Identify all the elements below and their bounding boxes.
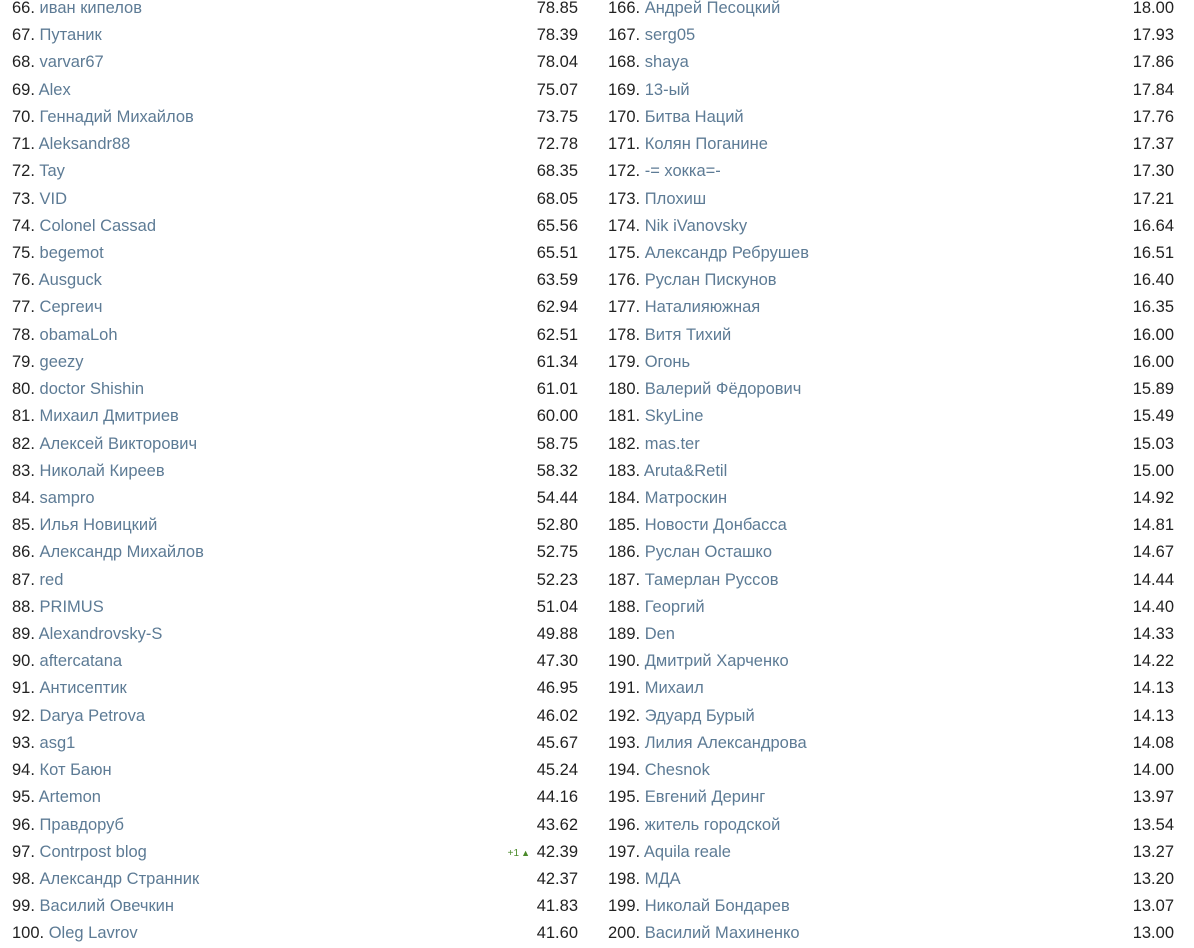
triangle-up-icon: ▲ (521, 847, 530, 858)
score-value: 13.07 (1132, 897, 1174, 916)
ranking-row (12, 866, 578, 893)
ranking-row (608, 240, 1174, 267)
rank-number: 95. (12, 788, 35, 807)
score-value: 14.33 (1132, 625, 1174, 644)
ranking-row (608, 267, 1174, 294)
user-name-link[interactable]: shaya (644, 53, 689, 72)
score-value: 17.84 (1132, 80, 1174, 99)
user-name-link[interactable]: Илья Новицкий (39, 516, 158, 535)
ranking-row (608, 485, 1174, 512)
score-value: 15.89 (1132, 380, 1174, 399)
rank-number: 86. (12, 543, 35, 562)
ranking-row (608, 104, 1174, 131)
user-name-link[interactable]: Путаник (39, 26, 102, 45)
score-value: 14.08 (1132, 733, 1174, 752)
score-value: 14.13 (1132, 679, 1174, 698)
rank-number: 173. (608, 189, 641, 208)
ranking-row (12, 158, 578, 185)
user-name-link[interactable]: varvar67 (39, 53, 104, 72)
ranking-row (608, 131, 1174, 158)
rank-number: 84. (12, 488, 35, 507)
user-name-link[interactable]: Огонь (644, 352, 691, 371)
score-value: 15.49 (1132, 407, 1174, 426)
rank-number: 68. (12, 53, 35, 72)
score-value: 17.86 (1132, 53, 1174, 72)
ranking-row (12, 621, 578, 648)
ranking-row (12, 104, 578, 131)
user-name-link[interactable]: Битва Наций (644, 107, 744, 126)
ranking-row (608, 376, 1174, 403)
rank-number: 93. (12, 733, 35, 752)
ranking-row (608, 349, 1174, 376)
score-value: 18.00 (1132, 0, 1174, 17)
user-name-link[interactable]: Геннадий Михайлов (39, 107, 194, 126)
rank-number: 96. (12, 815, 35, 834)
user-name-link[interactable]: Александр Ребрушев (644, 243, 810, 262)
user-name-link[interactable]: Николай Бондарев (644, 897, 790, 916)
ranking-row (12, 186, 578, 213)
rank-number: 66. (12, 0, 35, 17)
ranking-row (608, 49, 1174, 76)
rank-number: 99. (12, 897, 35, 916)
score-value: 54.44 (536, 488, 578, 507)
score-value: 16.64 (1132, 216, 1174, 235)
ranking-row (12, 812, 578, 839)
rank-number: 170. (608, 107, 641, 126)
user-name-link[interactable]: Darya Petrova (39, 706, 145, 725)
rank-number: 192. (608, 706, 641, 725)
score-value: 47.30 (536, 652, 578, 671)
ranking-row (12, 594, 578, 621)
ranking-row (608, 77, 1174, 104)
ranking-row (608, 186, 1174, 213)
ranking-row (12, 784, 578, 811)
rank-number: 188. (608, 597, 641, 616)
score-value: 46.95 (536, 679, 578, 698)
ranking-row (608, 812, 1174, 839)
user-name-link[interactable]: asg1 (39, 733, 76, 752)
score-value: 78.39 (536, 26, 578, 45)
rank-number: 199. (608, 897, 641, 916)
ranking-row (12, 431, 578, 458)
user-name-link[interactable]: иван кипелов (39, 0, 142, 17)
score-value: 43.62 (536, 815, 578, 834)
user-name-link[interactable]: Aleksandr88 (38, 135, 131, 154)
rank-number: 184. (608, 488, 641, 507)
rank-number: 73. (12, 189, 35, 208)
rank-number: 176. (608, 271, 641, 290)
rank-number: 193. (608, 733, 641, 752)
rank-number: 182. (608, 434, 641, 453)
rank-number: 198. (608, 870, 641, 888)
rank-number: 94. (12, 761, 35, 780)
ranking-row (12, 403, 578, 430)
user-name-link[interactable]: Contrpost blog (39, 842, 147, 861)
score-value: 14.44 (1132, 570, 1174, 589)
user-name-link[interactable]: Василий Овечкин (39, 897, 175, 916)
user-name-link[interactable]: Colonel Cassad (39, 216, 157, 235)
ranking-row (608, 213, 1174, 240)
user-name-link[interactable]: Алексей Викторович (39, 434, 198, 453)
score-value: 16.51 (1132, 243, 1174, 262)
user-name-link[interactable]: Плохиш (644, 189, 707, 208)
score-value: 58.75 (536, 434, 578, 453)
ranking-row (12, 349, 578, 376)
user-name-link[interactable]: Лилия Александрова (644, 733, 807, 752)
ranking-row (608, 730, 1174, 757)
user-name-link[interactable]: МДА (644, 870, 681, 888)
rank-number: 88. (12, 597, 35, 616)
score-value: 14.22 (1132, 652, 1174, 671)
rank-number: 76. (12, 271, 35, 290)
ranking-row (608, 703, 1174, 730)
rank-number: 185. (608, 516, 641, 535)
ranking-row (608, 22, 1174, 49)
rank-number: 87. (12, 570, 35, 589)
score-value: 13.00 (1132, 924, 1174, 943)
score-value: 13.54 (1132, 815, 1174, 834)
user-name-link[interactable]: red (39, 570, 64, 589)
rank-number: 83. (12, 461, 35, 480)
rank-number: 78. (12, 325, 35, 344)
score-value: 68.35 (536, 162, 578, 181)
score-value: 14.92 (1132, 488, 1174, 507)
user-name-link[interactable]: mas.ter (644, 434, 700, 453)
score-value: 68.05 (536, 189, 578, 208)
rank-number: 187. (608, 570, 641, 589)
score-value: 13.20 (1132, 870, 1174, 888)
ranking-row (608, 893, 1174, 920)
rank-number: 191. (608, 679, 641, 698)
ranking-row (12, 376, 578, 403)
ranking-row (608, 784, 1174, 811)
user-name-link[interactable]: Евгений Деринг (644, 788, 766, 807)
user-name-link[interactable]: Михаил (644, 679, 704, 698)
rank-number: 97. (12, 842, 35, 861)
ranking-row (12, 213, 578, 240)
rank-number: 190. (608, 652, 641, 671)
user-name-link[interactable]: Александр Михайлов (39, 543, 204, 562)
score-value: 46.02 (536, 706, 578, 725)
ranking-row (12, 294, 578, 321)
ranking-row (608, 675, 1174, 702)
user-name-link[interactable]: Матроскин (644, 488, 728, 507)
user-name-link[interactable]: Ausguck (38, 271, 102, 290)
rank-number: 74. (12, 216, 35, 235)
rank-number: 67. (12, 26, 35, 45)
user-name-link[interactable]: Tay (39, 162, 65, 181)
score-value: 78.04 (536, 53, 578, 72)
ranking-row (12, 131, 578, 158)
ranking-row (12, 22, 578, 49)
user-name-link[interactable]: Валерий Фёдорович (644, 380, 802, 399)
user-name-link[interactable]: aftercatana (39, 652, 123, 671)
user-name-link[interactable]: Михаил Дмитриев (39, 407, 179, 426)
user-name-link[interactable]: Artemon (38, 788, 101, 807)
rank-number: 197. (608, 842, 641, 861)
score-value: 58.32 (536, 461, 578, 480)
user-name-link[interactable]: Витя Тихий (644, 325, 732, 344)
user-name-link[interactable]: Den (644, 625, 675, 644)
rank-number: 200. (608, 924, 641, 943)
user-name-link[interactable]: SkyLine (644, 407, 704, 426)
ranking-row (12, 567, 578, 594)
ranking-row (12, 77, 578, 104)
rank-number: 171. (608, 135, 641, 154)
user-name-link[interactable]: Alex (38, 80, 71, 99)
score-value: 16.00 (1132, 352, 1174, 371)
user-name-link[interactable]: sampro (39, 488, 95, 507)
user-name-link[interactable]: Aruta&Retil (643, 461, 728, 480)
rank-number: 98. (12, 870, 35, 888)
user-name-link[interactable]: Колян Поганине (644, 135, 768, 154)
score-value: 17.30 (1132, 162, 1174, 181)
user-name-link[interactable]: Chesnok (644, 761, 710, 780)
score-value: 17.37 (1132, 135, 1174, 154)
ranking-column-right (608, 0, 1174, 948)
user-name-link[interactable]: serg05 (644, 26, 696, 45)
rank-number: 175. (608, 243, 641, 262)
rank-number: 166. (608, 0, 641, 17)
rank-number: 195. (608, 788, 641, 807)
rank-number: 183. (608, 461, 641, 480)
rank-number: 180. (608, 380, 641, 399)
rank-number: 172. (608, 162, 641, 181)
score-value: 49.88 (536, 625, 578, 644)
ranking-row (12, 893, 578, 920)
rank-number: 179. (608, 352, 641, 371)
user-name-link[interactable]: Александр Странник (39, 870, 200, 888)
score-value: 51.04 (536, 597, 578, 616)
rank-number: 69. (12, 80, 35, 99)
score-value: 65.56 (536, 216, 578, 235)
ranking-row (12, 757, 578, 784)
ranking-row (608, 403, 1174, 430)
score-value: 14.67 (1132, 543, 1174, 562)
rank-number: 82. (12, 434, 35, 453)
score-value: 14.13 (1132, 706, 1174, 725)
rank-number: 167. (608, 26, 641, 45)
score-value: 75.07 (536, 80, 578, 99)
score-value: 15.03 (1132, 434, 1174, 453)
user-name-link[interactable]: Дмитрий Харченко (644, 652, 789, 671)
score-value: 16.35 (1132, 298, 1174, 317)
score-value: 65.51 (536, 243, 578, 262)
user-name-link[interactable]: Георгий (644, 597, 705, 616)
ranking-row (608, 0, 1174, 22)
ranking-row (12, 539, 578, 566)
rank-number: 196. (608, 815, 641, 834)
user-name-link[interactable]: Тамерлан Руссов (644, 570, 779, 589)
score-value: 45.24 (536, 761, 578, 780)
score-value: 16.40 (1132, 271, 1174, 290)
user-name-link[interactable]: doctor Shishin (39, 380, 145, 399)
score-value: 62.94 (536, 298, 578, 317)
score-value: 17.21 (1132, 189, 1174, 208)
user-name-link[interactable]: VID (39, 189, 68, 208)
user-name-link[interactable]: Антисептик (39, 679, 127, 698)
score-value: 41.83 (536, 897, 578, 916)
user-name-link[interactable]: Василий Махиненко (644, 924, 800, 943)
ranking-row (608, 621, 1174, 648)
ranking-row (608, 539, 1174, 566)
rank-number: 72. (12, 162, 35, 181)
ranking-row (12, 240, 578, 267)
rank-number: 169. (608, 80, 641, 99)
score-value: 14.40 (1132, 597, 1174, 616)
ranking-row (12, 648, 578, 675)
user-name-link[interactable]: Наталияюжная (644, 298, 761, 317)
score-value: 45.67 (536, 733, 578, 752)
rank-number: 71. (12, 135, 35, 154)
ranking-row (608, 512, 1174, 539)
rank-number: 85. (12, 516, 35, 535)
rank-number: 91. (12, 679, 35, 698)
rank-change-badge (508, 840, 530, 867)
user-name-link[interactable]: Новости Донбасса (644, 516, 787, 535)
rank-number: 75. (12, 243, 35, 262)
ranking-row (12, 839, 578, 866)
user-name-link[interactable]: begemot (39, 243, 104, 262)
rank-number: 92. (12, 706, 35, 725)
score-value: 78.85 (536, 0, 578, 17)
score-value: 61.01 (536, 380, 578, 399)
rank-number: 194. (608, 761, 641, 780)
rank-number: 81. (12, 407, 35, 426)
score-value: 60.00 (536, 407, 578, 426)
rank-change-value: +1 (507, 847, 520, 859)
rank-number: 80. (12, 380, 35, 399)
rank-number: 77. (12, 298, 35, 317)
score-value: 73.75 (536, 107, 578, 126)
ranking-row (608, 594, 1174, 621)
user-name-link[interactable]: Oleg Lavrov (48, 924, 138, 943)
score-value: 13.97 (1132, 788, 1174, 807)
score-value: 63.59 (536, 271, 578, 290)
score-value: 62.51 (536, 325, 578, 344)
user-name-link[interactable]: житель городской (644, 815, 781, 834)
ranking-row (12, 0, 578, 22)
ranking-row (608, 158, 1174, 185)
rank-number: 174. (608, 216, 641, 235)
rank-number: 186. (608, 543, 641, 562)
score-value: 42.39 (536, 842, 578, 861)
user-name-link[interactable]: Руслан Осташко (644, 543, 772, 562)
ranking-row (12, 703, 578, 730)
rank-number: 181. (608, 407, 641, 426)
score-value: 52.80 (536, 516, 578, 535)
ranking-row (608, 322, 1174, 349)
score-value: 72.78 (536, 135, 578, 154)
ranking-row (12, 322, 578, 349)
score-value: 17.76 (1132, 107, 1174, 126)
ranking-row (608, 839, 1174, 866)
ranking-row (608, 866, 1174, 893)
ranking-row (608, 567, 1174, 594)
score-value: 61.34 (536, 352, 578, 371)
user-name-link[interactable]: Руслан Пискунов (644, 271, 777, 290)
user-name-link[interactable]: obamaLoh (39, 325, 118, 344)
ranking-row (12, 485, 578, 512)
ranking-column-left (12, 0, 578, 948)
user-name-link[interactable]: Сергеич (39, 298, 103, 317)
user-name-link[interactable]: Aquila reale (643, 842, 731, 861)
rank-number: 177. (608, 298, 641, 317)
user-name-link[interactable]: PRIMUS (39, 597, 104, 616)
rank-number: 70. (12, 107, 35, 126)
ranking-row (608, 458, 1174, 485)
user-name-link[interactable]: Nik iVanovsky (644, 216, 748, 235)
ranking-row (12, 49, 578, 76)
score-value: 15.00 (1132, 461, 1174, 480)
user-name-link[interactable]: geezy (39, 352, 84, 371)
rank-number: 79. (12, 352, 35, 371)
ranking-row (12, 512, 578, 539)
user-name-link[interactable]: Андрей Песоцкий (644, 0, 781, 17)
rank-number: 178. (608, 325, 641, 344)
ranking-row (608, 431, 1174, 458)
rank-number: 189. (608, 625, 641, 644)
ranking-row (12, 458, 578, 485)
score-value: 44.16 (536, 788, 578, 807)
score-value: 52.23 (536, 570, 578, 589)
user-name-link[interactable]: 13-ый (644, 80, 690, 99)
score-value: 14.00 (1132, 761, 1174, 780)
user-name-link[interactable]: Кот Баюн (39, 761, 112, 780)
user-name-link[interactable]: Alexandrovsky-S (38, 625, 163, 644)
score-value: 52.75 (536, 543, 578, 562)
ranking-row (608, 757, 1174, 784)
score-value: 14.81 (1132, 516, 1174, 535)
rank-number: 89. (12, 625, 35, 644)
user-name-link[interactable]: -= хокка=- (644, 162, 721, 181)
user-name-link[interactable]: Эдуард Бурый (644, 706, 755, 725)
score-value: 17.93 (1132, 26, 1174, 45)
rank-number: 90. (12, 652, 35, 671)
score-value: 13.27 (1132, 842, 1174, 861)
score-value: 16.00 (1132, 325, 1174, 344)
ranking-row (12, 675, 578, 702)
ranking-row (608, 648, 1174, 675)
ranking-row (12, 267, 578, 294)
user-name-link[interactable]: Николай Киреев (39, 461, 165, 480)
score-value: 42.37 (536, 870, 578, 888)
rank-number: 100. (12, 924, 45, 943)
ranking-row (608, 294, 1174, 321)
ranking-row (12, 730, 578, 757)
rank-number: 168. (608, 53, 641, 72)
user-name-link[interactable]: Правдоруб (39, 815, 125, 834)
score-value: 41.60 (536, 924, 578, 943)
